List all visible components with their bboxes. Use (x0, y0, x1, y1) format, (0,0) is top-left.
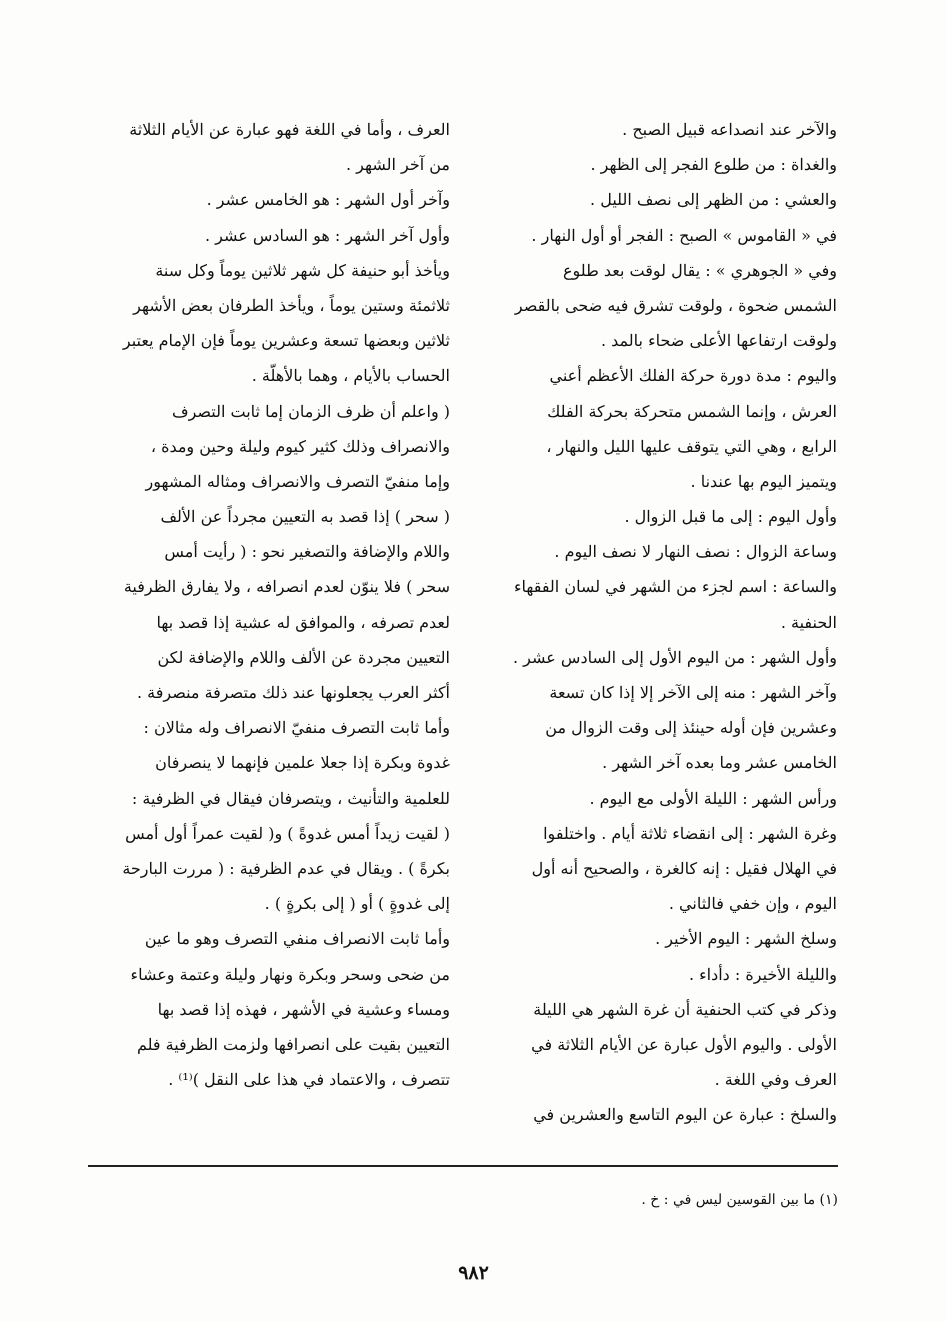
text-line: سحر ) فلا ينوّن لعدم انصرافه ، ولا يفارق الظرفية (123, 577, 450, 597)
text-line: وأول الشهر : من اليوم الأول إلى السادس عشر . (513, 647, 837, 667)
text-line: الخامس عشر وما بعده آخر الشهر . (602, 753, 837, 773)
text-line: للعلمية والتأنيث ، ويتصرفان فيقال في الظرفية : (131, 788, 450, 808)
text-line: ويأخذ أبو حنيفة كل شهر ثلاثين يوماً وكل سنة (155, 260, 450, 280)
text-line: ورأس الشهر : الليلة الأولى مع اليوم . (589, 788, 837, 808)
text-line: وإما منفيّ التصرف والانصراف ومثاله المشهور (145, 471, 450, 491)
text-line: التعيين بقيت على انصرافها ولزمت الظرفية فلم (136, 1034, 450, 1054)
text-line: من ضحى وسحر وبكرة ونهار وليلة وعتمة وعشاء (130, 964, 450, 984)
text-line: وآخر الشهر : منه إلى الآخر إلا إذا كان تسعة (549, 683, 837, 702)
text-line: أكثر العرب يجعلونها عند ذلك متصرفة منصرفة . (136, 683, 450, 702)
text-line: وأول آخر الشهر : هو السادس عشر . (204, 225, 450, 245)
page-number: ٩٨٢ (458, 1262, 489, 1284)
text-line: والعشي : من الظهر إلى نصف الليل . (590, 190, 837, 210)
text-line: الحساب بالأيام ، وهما بالأهلّة . (251, 366, 450, 386)
text-line: ومساء وعشية في الأشهر ، فهذه إذا قصد بها (157, 999, 450, 1019)
text-line: وسلخ الشهر : اليوم الأخير . (655, 929, 837, 949)
text-line: الأولى . واليوم الأول عبارة عن الأيام الثلاثة في (531, 1034, 837, 1054)
text-line: ثلاثين وبعضها تسعة وعشرين يوماً فإن الإمام يعتبر (122, 331, 450, 351)
text-line: واللام والإضافة والتصغير نحو : ( رأيت أمس (164, 542, 450, 562)
left-column (88, 112, 450, 1097)
text-line: ولوقت ارتفاعها الأعلى ضحاء بالمد . (600, 331, 837, 351)
text-line: في « القاموس » الصبح : الفجر أو أول النهار . (531, 225, 837, 245)
text-line: ( واعلم أن ظرف الزمان إما ثابت التصرف (171, 401, 450, 421)
text-line: في الهلال فقيل : إنه كالغرة ، والصحيح أنه أول (531, 858, 837, 878)
text-line: وأما ثابت الانصراف منفي التصرف وهو ما عين (144, 929, 450, 949)
text-line: وساعة الزوال : نصف النهار لا نصف اليوم . (554, 542, 837, 562)
right-column (480, 112, 837, 1132)
text-line: وفي « الجوهري » : يقال لوقت بعد طلوع (562, 260, 837, 280)
text-line: وذكر في كتب الحنفية أن غرة الشهر هي الليلة (533, 999, 837, 1019)
text-line: والسلخ : عبارة عن اليوم التاسع والعشرين في (533, 1105, 837, 1125)
text-line: غدوة وبكرة إذا جعلا علمين فإنهما لا ينصرفان (155, 753, 450, 773)
text-line: الرابع ، وهي التي يتوقف عليها الليل والنهار ، (546, 436, 837, 456)
text-line: واليوم : مدة دورة حركة الفلك الأعظم أعني (549, 366, 837, 386)
text-line: والانصراف وذلك كثير كيوم وليلة وحين ومدة ، (150, 436, 450, 456)
text-line: ويتميز اليوم بها عندنا . (690, 471, 837, 491)
text-line: ثلاثمئة وستين يوماً ، ويأخذ الطرفان بعض الأشهر (133, 295, 450, 315)
text-line: من آخر الشهر . (345, 155, 450, 175)
text-line: العرف ، وأما في اللغة فهو عبارة عن الأيام الثلاثة (129, 120, 450, 139)
text-line: العرف وفي اللغة . (714, 1070, 837, 1090)
text-line: وعشرين فإن أوله حينئذ إلى وقت الزوال من (545, 718, 837, 738)
footnote-divider (88, 1165, 838, 1167)
text-line: التعيين مجردة عن الألف واللام والإضافة لكن (157, 647, 450, 667)
text-line: لعدم تصرفه ، والموافق له عشية إذا قصد بها (156, 612, 450, 632)
text-line: بكرةً ) . ويقال في عدم الظرفية : ( مررت البارحة (122, 858, 450, 878)
text-line: والليلة الأخيرة : دأداء . (688, 964, 837, 984)
text-line: العرش ، وإنما الشمس متحركة بحركة الفلك (547, 401, 837, 421)
text-line: والغداة : من طلوع الفجر إلى الظهر . (590, 155, 837, 175)
text-line: والساعة : اسم لجزء من الشهر في لسان الفقهاء (513, 577, 837, 597)
text-line: إلى غدوةٍ ) أو ( إلى بكرةٍ ) . (264, 894, 450, 914)
text-line: وغرة الشهر : إلى انقضاء ثلاثة أيام . واختلفوا (543, 823, 837, 843)
footnote: (١) ما بين القوسين ليس في : خ . (641, 1192, 838, 1208)
text-line: الشمس ضحوة ، ولوقت تشرق فيه ضحى بالقصر (514, 295, 837, 315)
text-line: وأما ثابت التصرف منفيّ الانصراف وله مثالان : (143, 718, 450, 738)
text-line: وأول اليوم : إلى ما قبل الزوال . (624, 507, 837, 527)
text-line: تتصرف ، والاعتماد في هذا على النقل )⁽¹⁾ . (168, 1070, 450, 1090)
text-line: اليوم ، وإن خفي فالثاني . (668, 894, 837, 914)
text-line: ( لقيت زيداً أمس غدوةً ) و( لقيت عمراً أول أمس (125, 823, 450, 843)
text-line: وآخر أول الشهر : هو الخامس عشر . (206, 190, 450, 210)
text-line: والآخر عند انصداعه قبيل الصبح . (622, 120, 837, 139)
text-line: ( سحر ) إذا قصد به التعيين مجرداً عن الألف (160, 507, 450, 527)
text-line: الحنفية . (780, 612, 837, 632)
